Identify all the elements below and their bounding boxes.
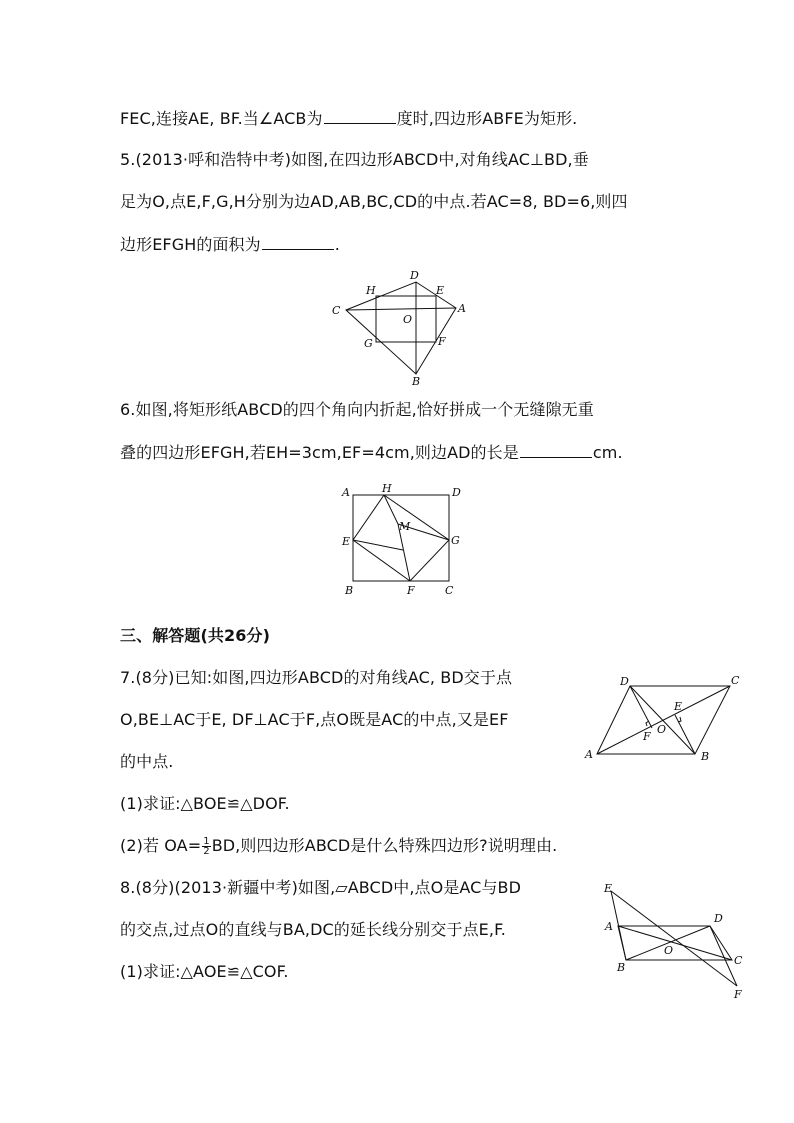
q7-line-3: 的中点. xyxy=(120,752,174,771)
label-d: D xyxy=(714,912,723,925)
q4-line-1: FEC,连接AE, BF.当∠ACB为 度时,四边形ABFE为矩形. xyxy=(120,109,578,128)
label-c: C xyxy=(734,954,743,967)
diagonal-bd xyxy=(630,686,695,754)
label-f: F xyxy=(643,730,651,743)
q7-part-2: (2)若 OA= $\frac{1}{2}$ BD,则四边形ABCD是什么特殊四边形?说明理由. xyxy=(120,836,558,857)
label-o: O xyxy=(657,723,667,736)
diagonal-ac xyxy=(618,926,732,960)
label-h: H xyxy=(382,482,392,495)
label-b: B xyxy=(412,375,421,388)
label-b: B xyxy=(701,750,710,763)
label-a: A xyxy=(342,486,350,499)
q5-line-2: 足为O,点E,F,G,H分别为边AD,AB,BC,CD的中点.若AC=8, BD=6,则四 xyxy=(120,192,628,211)
q8-line-2: 的交点,过点O的直线与BA,DC的延长线分别交于点E,F. xyxy=(120,920,506,939)
q6-figure xyxy=(340,482,465,597)
label-c: C xyxy=(445,584,454,597)
label-m: M xyxy=(399,520,411,533)
q7-line-1: 7.(8分)已知:如图,四边形ABCD的对角线AC, BD交于点 xyxy=(120,668,513,687)
label-e: E xyxy=(674,700,683,713)
answer-blank[interactable] xyxy=(520,442,592,458)
answer-blank[interactable] xyxy=(324,108,396,124)
q8-line-1: 8.(8分)(2013·新疆中考)如图,▱ABCD中,点O是AC与BD xyxy=(120,878,522,897)
label-o: O xyxy=(664,944,674,957)
label-o: O xyxy=(403,313,413,326)
label-h: H xyxy=(366,284,376,297)
label-e: E xyxy=(342,535,351,548)
label-f: F xyxy=(438,335,446,348)
label-a: A xyxy=(605,920,613,933)
label-g: G xyxy=(451,534,460,547)
q6-line-1: 6.如图,将矩形纸ABCD的四个角向内折起,恰好拼成一个无缝隙无重 xyxy=(120,400,594,419)
q5-figure xyxy=(320,262,470,387)
label-d: D xyxy=(620,675,629,688)
label-g: G xyxy=(364,337,373,350)
diagonal-ac xyxy=(346,308,456,310)
q7-part-1: (1)求证:△BOE≌△DOF. xyxy=(120,794,290,813)
label-c: C xyxy=(332,304,341,317)
label-f: F xyxy=(407,584,415,597)
q5-line-3: 边形EFGH的面积为 . xyxy=(120,235,340,254)
label-d: D xyxy=(452,486,461,499)
label-e: E xyxy=(604,882,613,895)
right-angle-mark-f xyxy=(646,721,649,726)
fraction-one-half: $\frac{1}{2}$ xyxy=(203,836,210,857)
label-d: D xyxy=(410,269,419,282)
q5-line-1: 5.(2013·呼和浩特中考)如图,在四边形ABCD中,对角线AC⊥BD,垂 xyxy=(120,150,589,169)
label-b: B xyxy=(617,961,626,974)
label-b: B xyxy=(345,584,354,597)
perpendicular-be xyxy=(675,715,695,754)
q7-figure xyxy=(580,670,745,770)
answer-blank[interactable] xyxy=(262,234,334,250)
label-c: C xyxy=(731,674,740,687)
q6-line-2: 叠的四边形EFGH,若EH=3cm,EF=4cm,则边AD的长是 cm. xyxy=(120,443,623,462)
label-e: E xyxy=(436,284,445,297)
q8-figure xyxy=(597,880,752,1002)
label-f: F xyxy=(734,988,742,1001)
q7-line-2: O,BE⊥AC于E, DF⊥AC于F,点O既是AC的中点,又是EF xyxy=(120,710,509,729)
label-a: A xyxy=(458,302,466,315)
label-a: A xyxy=(585,748,593,761)
q8-part-1: (1)求证:△AOE≌△COF. xyxy=(120,962,289,981)
section-heading: 三、解答题(共26分) xyxy=(120,626,270,645)
diagonal-ac xyxy=(597,686,730,754)
extension-dc xyxy=(710,926,737,986)
